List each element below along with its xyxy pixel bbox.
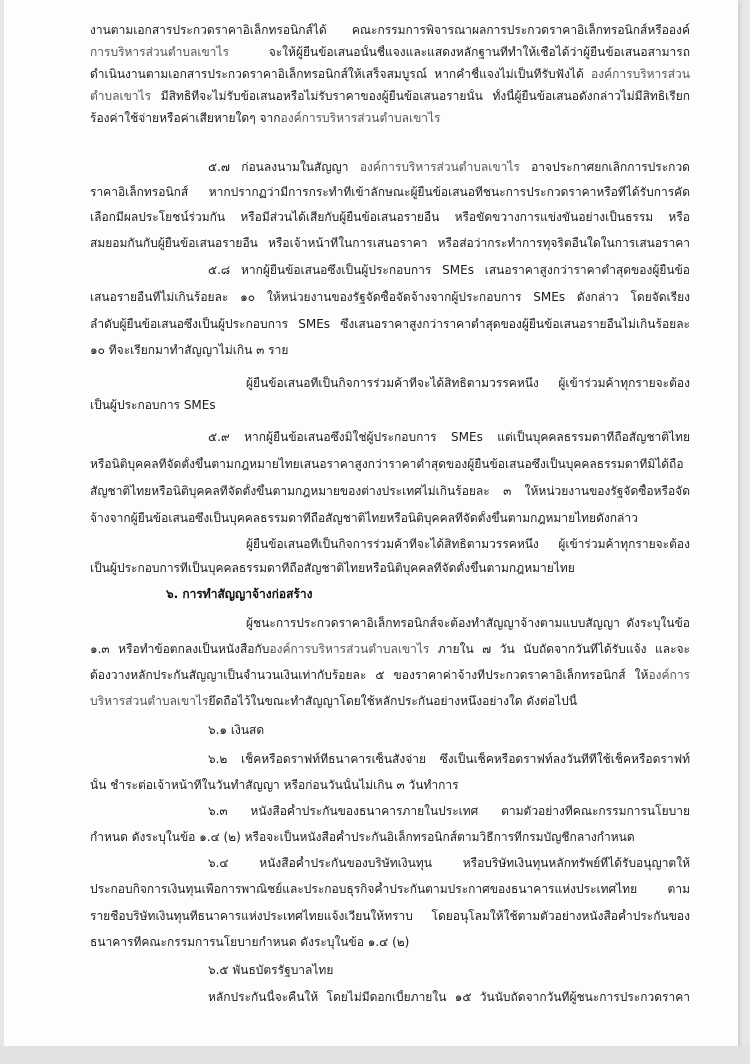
text-line xyxy=(208,723,690,739)
text-line xyxy=(208,804,690,820)
text-line xyxy=(246,537,690,553)
text-line xyxy=(90,89,690,105)
text-line xyxy=(90,290,690,306)
text-segment: ๖.๓ หนังสือค้ำประกันของธนาคารภายในประเทศ ตามตัวอย่างที่คณะกรรมการนโยบาย xyxy=(208,804,690,818)
text-line xyxy=(246,376,690,392)
organization-name: องค์การบริหารส่วน xyxy=(591,67,690,81)
text-segment: ภายใน ๗ วัน นับถัดจากวันที่ได้รับแจ้ง และจะ xyxy=(429,642,690,656)
text-line xyxy=(90,45,690,61)
text-segment: เลือกมีผลประโยชน์ร่วมกัน หรือมีส่วนได้เสียกับผู้ยื่นข้อเสนอรายอื่น หรือขัดขวางการแข่งขันอย่างเป็นธรรม หรือ xyxy=(90,210,690,224)
text-segment: ราคาอิเล็กทรอนิกส์ หากปรากฏว่ามีการกระทำที่เข้าลักษณะผู้ยื่นข้อเสนอที่ชนะการประกวดราคาหรือที่ได้รับการคัด xyxy=(90,185,690,199)
text-line xyxy=(90,484,690,500)
text-segment: มีสิทธิที่จะไม่รับข้อเสนอหรือไม่รับราคาของผู้ยื่นข้อเสนอรายนั้น ทั้งนี้ผู้ยื่นข้อเสนอดังกล่าวไม่มีสิทธิเรียก xyxy=(151,89,690,103)
text-segment: ๖.๑ เงินสด xyxy=(208,723,265,737)
text-line xyxy=(90,511,690,527)
text-line xyxy=(90,642,690,658)
text-line xyxy=(90,668,690,684)
text-segment: ธนาคารที่คณะกรรมการนโยบายกำหนด ดังระบุในข้อ ๑.๔ (๒) xyxy=(90,935,410,949)
text-segment: จะให้ผู้ยื่นข้อเสนอนั้นชี้แจงและแสดงหลักฐานที่ทำให้เชื่อได้ว่าผู้ยื่นข้อเสนอสามารถ xyxy=(228,45,690,59)
text-segment: ๖.๒ เช็คหรือดราฟท์ที่ธนาคารเซ็นสั่งจ่าย ซึ่งเป็นเช็คหรือดราฟท์ลงวันที่ที่ใช้เช็คหรือดราฟท์ xyxy=(208,752,690,766)
text-segment: เป็นผู้ประกอบการที่เป็นบุคคลธรรมดาที่ถือสัญชาติไทยหรือนิติบุคคลที่จัดตั้งขึ้นตามกฎหมายไทย xyxy=(90,561,575,575)
document-body xyxy=(4,0,738,1046)
text-line xyxy=(90,317,690,333)
text-segment: อาจประกาศยกเลิกการประกวด xyxy=(519,160,690,174)
text-line xyxy=(208,752,690,768)
text-line xyxy=(90,830,690,846)
text-line xyxy=(90,111,690,127)
document-page xyxy=(4,0,738,1046)
text-segment: ร้องค่าใช้จ่ายหรือค่าเสียหายใดๆ จาก xyxy=(90,111,281,125)
organization-name: องค์การบริหารส่วนตำบลเขาไร xyxy=(359,160,520,174)
text-segment: ประกอบกิจการเงินทุนเพื่อการพาณิชย์และประกอบธุรกิจค้ำประกันตามประกาศของธนาคารแห่งประเทศไทย ตาม xyxy=(90,882,690,896)
text-line xyxy=(90,398,690,414)
text-segment: ๑๐ ที่จะเรียกมาทำสัญญาไม่เกิน ๓ ราย xyxy=(90,343,289,357)
text-line xyxy=(90,210,690,226)
organization-name: องค์การบริหารส่วนตำบลเขาไร xyxy=(280,111,441,125)
text-line xyxy=(90,694,690,710)
text-segment: ลำดับผู้ยื่นข้อเสนอซึ่งเป็นผู้ประกอบการ SMEs ซึ่งเสนอราคาสูงกว่าราคาต่ำสุดของผู้ยื่นข้อเสนอรายอื่นไม่เกินร้อยละ xyxy=(90,317,690,331)
text-line xyxy=(90,909,690,925)
text-line xyxy=(208,430,690,446)
text-line xyxy=(90,236,690,252)
text-line xyxy=(246,616,690,632)
text-line xyxy=(208,990,690,1006)
text-line xyxy=(208,160,690,176)
text-segment: ๑.๓ หรือทำข้อตกลงเป็นหนังสือกับ xyxy=(90,642,270,656)
organization-name: องค์การ xyxy=(648,668,690,682)
text-line xyxy=(90,343,690,359)
organization-name: องค์การบริหารส่วนตำบลเขาไร xyxy=(269,642,430,656)
text-line xyxy=(90,561,690,577)
text-line xyxy=(90,935,690,951)
text-segment: ผู้ชนะการประกวดราคาอิเล็กทรอนิกส์จะต้องทำสัญญาจ้างตามแบบสัญญา ดังระบุในข้อ xyxy=(246,616,690,630)
text-line xyxy=(208,263,690,279)
text-segment: ๕.๗ ก่อนลงนามในสัญญา xyxy=(208,160,360,174)
organization-name: ตำบลเขาไร xyxy=(90,89,152,103)
text-segment: ยึดถือไว้ในขณะทำสัญญาโดยใช้หลักประกันอย่างหนึ่งอย่างใด ดังต่อไปนี้ xyxy=(208,694,577,708)
organization-name: บริหารส่วนตำบลเขาไร xyxy=(90,694,209,708)
text-line xyxy=(90,457,690,473)
text-segment: เป็นผู้ประกอบการ SMEs xyxy=(90,398,216,412)
text-segment: ผู้ยื่นข้อเสนอที่เป็นกิจการร่วมค้าที่จะได้สิทธิตามวรรคหนึ่ง ผู้เข้าร่วมค้าทุกรายจะต้อง xyxy=(246,537,690,551)
text-line xyxy=(208,963,690,979)
text-line xyxy=(90,67,690,83)
text-segment: ๖.๕ พันธบัตรรัฐบาลไทย xyxy=(208,963,334,977)
text-line xyxy=(208,856,690,872)
text-segment: หรือนิติบุคคลที่จัดตั้งขึ้นตามกฎหมายไทยเสนอราคาสูงกว่าราคาต่ำสุดของผู้ยื่นข้อเสนอซึ่งเป็นบุคคลธรรมดาที่มิได้ถือ xyxy=(90,457,684,471)
organization-name: การบริหารส่วนตำบลเขาไร xyxy=(90,45,229,59)
text-line xyxy=(90,882,690,898)
text-segment: ดำเนินงานตามเอกสารประกวดราคาอิเล็กทรอนิกส์ให้เสร็จสมบูรณ์ หากคำชี้แจงไม่เป็นที่รับฟังได้ xyxy=(90,67,592,81)
text-segment: หลักประกันนี้จะคืนให้ โดยไม่มีดอกเบี้ยภายใน ๑๕ วันนับถัดจากวันที่ผู้ชนะการประกวดราคา xyxy=(208,990,690,1004)
text-segment: จ้างจากผู้ยื่นข้อเสนอซึ่งเป็นบุคคลธรรมดาที่ถือสัญชาติไทยหรือนิติบุคคลที่จัดตั้งขึ้นตามกฎหมายไทยดังกล่าว xyxy=(90,511,638,525)
page-bottom-edge xyxy=(0,1046,750,1064)
text-segment: ๕.๘ หากผู้ยื่นข้อเสนอซึ่งเป็นผู้ประกอบการ SMEs เสนอราคาสูงกว่าราคาต่ำสุดของผู้ยื่นข้อ xyxy=(208,263,690,277)
text-segment: เสนอรายอื่นที่ไม่เกินร้อยละ ๑๐ ให้หน่วยงานของรัฐจัดซื้อจัดจ้างจากผู้ประกอบการ SMEs ดังกล่าว โดยจัดเรียง xyxy=(90,290,690,304)
text-segment: กำหนด ดังระบุในข้อ ๑.๔ (๒) หรือจะเป็นหนังสือค้ำประกันอิเล็กทรอนิกส์ตามวิธีการที่กรมบัญชีกลางกำหนด xyxy=(90,830,635,844)
text-segment: นั้น ชำระต่อเจ้าหน้าที่ในวันทำสัญญา หรือก่อนวันนั้นไม่เกิน ๓ วันทำการ xyxy=(90,778,459,792)
text-segment: รายชื่อบริษัทเงินทุนที่ธนาคารแห่งประเทศไทยแจ้งเวียนให้ทราบ โดยอนุโลมให้ใช้ตามตัวอย่างหนังสือค้ำประกันของ xyxy=(90,909,690,923)
text-segment: ผู้ยื่นข้อเสนอที่เป็นกิจการร่วมค้าที่จะได้สิทธิตามวรรคหนึ่ง ผู้เข้าร่วมค้าทุกรายจะต้อง xyxy=(246,376,690,390)
text-segment: ต้องวางหลักประกันสัญญาเป็นจำนวนเงินเท่ากับร้อยละ ๕ ของราคาค่าจ้างที่ประกวดราคาอิเล็กทรอนิกส์ ให้ xyxy=(90,668,649,682)
text-line xyxy=(90,778,690,794)
text-segment: งานตามเอกสารประกวดราคาอิเล็กทรอนิกส์ได้ คณะกรรมการพิจารณาผลการประกวดราคาอิเล็กทรอนิกส์หรือองค์ xyxy=(90,23,690,37)
text-line xyxy=(90,185,690,201)
text-segment: สัญชาติไทยหรือนิติบุคคลที่จัดตั้งขึ้นตามกฎหมายของต่างประเทศไม่เกินร้อยละ ๓ ให้หน่วยงานของรัฐจัดซื้อหรือจัด xyxy=(90,484,690,498)
text-segment: ๕.๙ หากผู้ยื่นข้อเสนอซึ่งมิใช่ผู้ประกอบการ SMEs แต่เป็นบุคคลธรรมดาที่ถือสัญชาติไทย xyxy=(208,430,690,444)
text-line xyxy=(90,23,690,39)
text-segment: สมยอมกันกับผู้ยื่นข้อเสนอรายอื่น หรือเจ้าหน้าที่ในการเสนอราคา หรือส่อว่ากระทำการทุจริตอื่นใดในการเสนอราคา xyxy=(90,236,690,250)
text-line xyxy=(166,587,690,603)
text-segment: ๖.๔ หนังสือค้ำประกันของบริษัทเงินทุน หรือบริษัทเงินทุนหลักทรัพย์ที่ได้รับอนุญาตให้ xyxy=(208,856,690,870)
section-heading: ๖. การทำสัญญาจ้างก่อสร้าง xyxy=(166,587,313,601)
